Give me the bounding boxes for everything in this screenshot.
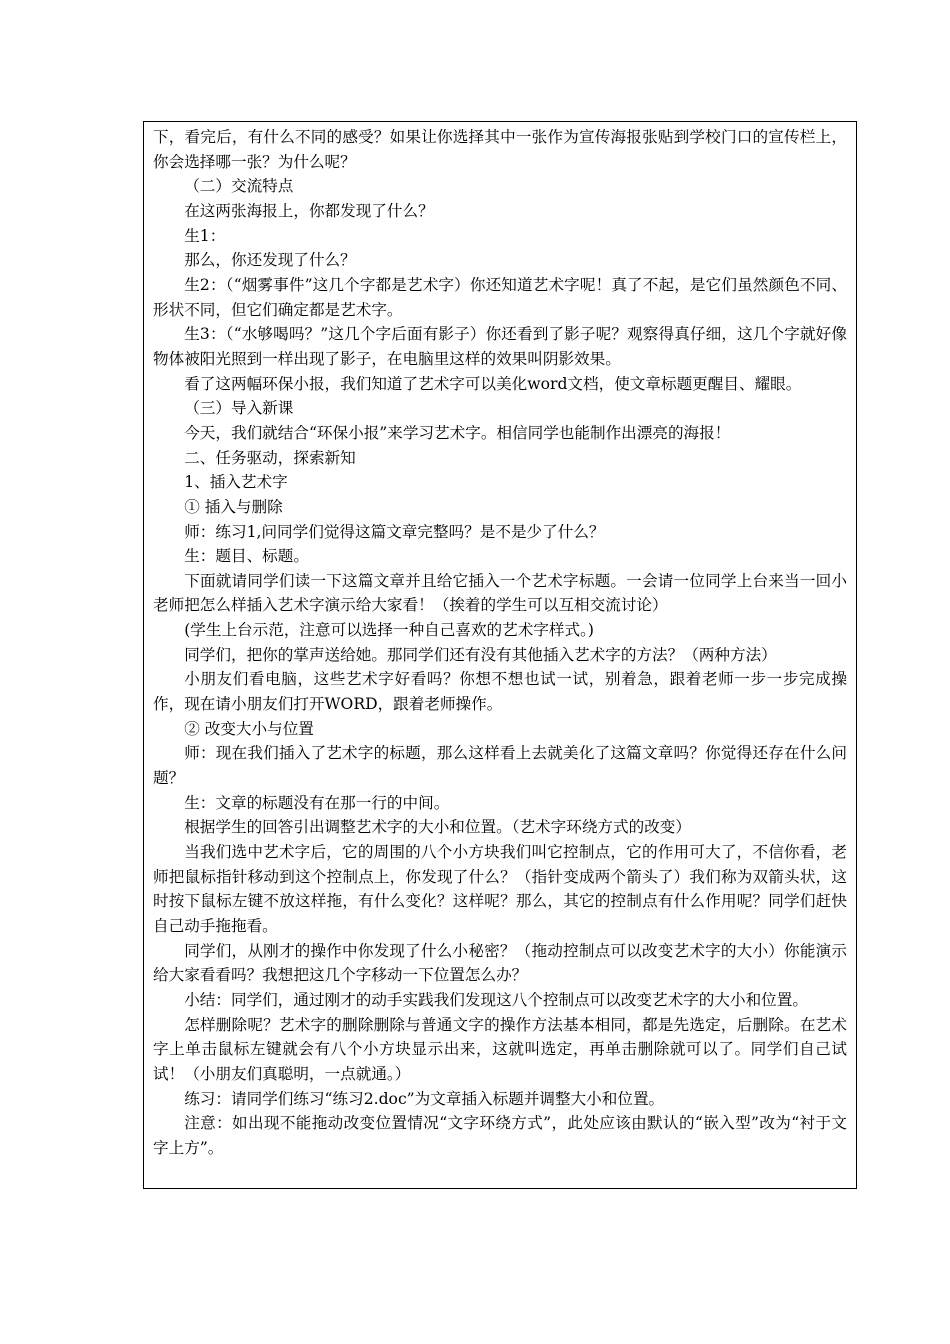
paragraph: 怎样删除呢？艺术字的删除删除与普通文字的操作方法基本相同，都是先选定，后删除。在艺术字上单击鼠标左键就会有八个小方块显示出来，这就叫选定，再单击删除就可以了。同学们自己试试！（小朋友们真聪明，一点就通。） [153,1015,847,1083]
paragraph: 师：练习1,问同学们觉得这篇文章完整吗？是不是少了什么？ [184,522,605,541]
subheading-size-position: ② 改变大小与位置 [184,719,314,738]
subheading-insert-wordart: 1、插入艺术字 [184,473,288,492]
paragraph-exercise: 练习：请同学们练习“练习2.doc”为文章插入标题并调整大小和位置。 [184,1089,665,1108]
paragraph: 看了这两幅环保小报，我们知道了艺术字可以美化word文档，使文章标题更醒目、耀眼。 [184,374,802,393]
paragraph-summary: 小结：同学们，通过刚才的动手实践我们发现这八个控制点可以改变艺术字的大小和位置。 [184,990,808,1009]
subheading-insert-delete: ① 插入与删除 [184,497,283,516]
paragraph: (学生上台示范，注意可以选择一种自己喜欢的艺术字样式。) [184,621,594,640]
paragraph-note: 注意：如出现不能拖动改变位置情况“文字环绕方式”，此处应该由默认的“嵌入型”改为“衬于文字上方”。 [153,1114,847,1157]
paragraph: 生：题目、标题。 [184,547,309,566]
paragraph: 小朋友们看电脑，这些艺术字好看吗？你想不想也试一试，别着急，跟着老师一步一步完成操作，现在请小朋友们打开WORD，跟着老师操作。 [153,670,847,714]
paragraph: 生3：（“水够喝吗？”这几个字后面有影子）你还看到了影子呢？观察得真仔细，这几个字就好像物体被阳光照到一样出现了影子，在电脑里这样的效果叫阴影效果。 [153,325,847,368]
paragraph: 同学们，把你的掌声送给她。那同学们还有没有其他插入艺术字的方法？（两种方法） [184,645,777,664]
paragraph: 同学们，从刚才的操作中你发现了什么小秘密？（拖动控制点可以改变艺术字的大小）你能演示给大家看看吗？我想把这几个字移动一下位置怎么办？ [153,941,847,985]
paragraph: 那么，你还发现了什么？ [184,251,356,270]
paragraph: 今天，我们就结合“环保小报”来学习艺术字。相信同学也能制作出漂亮的海报！ [184,423,731,442]
paragraph: 下面就请同学们读一下这篇文章并且给它插入一个艺术字标题。一会请一位同学上台来当一回小老师把怎么样插入艺术字演示给大家看！（挨着的学生可以互相交流讨论） [153,571,847,615]
section-heading-exchange: （二）交流特点 [184,177,294,196]
section-heading-task: 二、任务驱动，探索新知 [184,448,356,467]
paragraph: 生：文章的标题没有在那一行的中间。 [184,793,450,812]
paragraph-continuation: 下，看完后，有什么不同的感受？如果让你选择其中一张作为宣传海报张贴到学校门口的宣传栏上，你会选择哪一张？为什么呢？ [153,128,847,171]
paragraph: 生1： [184,226,226,245]
paragraph: 在这两张海报上，你都发现了什么？ [184,201,434,220]
paragraph: 当我们选中艺术字后，它的周围的八个小方块我们叫它控制点，它的作用可大了，不信你看，老师把鼠标指针移动到这个控制点上，你发现了什么？（指针变成两个箭头了）我们称为双箭头状，这时按下鼠标左键不放这样拖，有什么变化？这样呢？那么，其它的控制点有什么作用呢？同学们赶快自己动手拖拖看。 [153,843,847,935]
lesson-table-cell [143,121,857,1189]
paragraph: 师：现在我们插入了艺术字的标题，那么这样看上去就美化了这篇文章吗？你觉得还存在什么问题？ [153,744,847,788]
section-heading-intro: （三）导入新课 [184,399,294,418]
paragraph: 根据学生的回答引出调整艺术字的大小和位置。（艺术字环绕方式的改变） [184,818,691,837]
paragraph: 生2：（“烟雾事件”这几个字都是艺术字）你还知道艺术字呢！真了不起，是它们虽然颜色不同、形状不同，但它们确定都是艺术字。 [153,275,847,319]
